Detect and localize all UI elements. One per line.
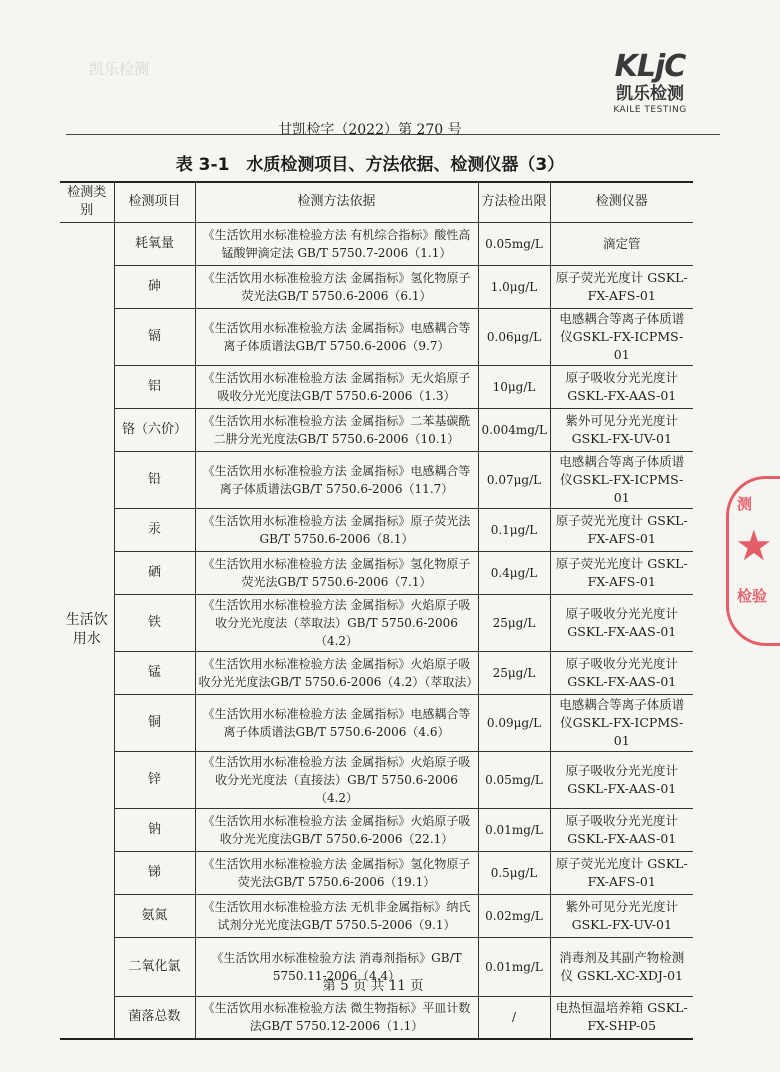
header-method: 检测方法依据 xyxy=(195,182,478,222)
table-row xyxy=(60,551,693,594)
table-header-row xyxy=(60,182,693,222)
limit-cell: 0.01mg/L xyxy=(478,937,550,996)
table-row xyxy=(60,651,693,694)
table-row xyxy=(60,222,693,265)
stamp-text-bottom: 检验 xyxy=(737,587,768,605)
instrument-cell: 电感耦合等离子体质谱仪GSKL-FX-ICPMS-01 xyxy=(550,308,693,365)
instrument-cell: 原子吸收分光光度计 GSKL-FX-AAS-01 xyxy=(550,365,693,408)
table-row xyxy=(60,508,693,551)
method-cell: 《生活饮用水标准检验方法 金属指标》氢化物原子荧光法GB/T 5750.6-2006（19.1） xyxy=(195,851,478,894)
method-cell: 《生活饮用水标准检验方法 有机综合指标》酸性高锰酸钾滴定法 GB/T 5750.7-2006（1.1） xyxy=(195,222,478,265)
table-row xyxy=(60,451,693,508)
table-row xyxy=(60,694,693,751)
method-cell: 《生活饮用水标准检验方法 金属指标》电感耦合等离子体质谱法GB/T 5750.6-2006（4.6） xyxy=(195,694,478,751)
item-cell: 铝 xyxy=(114,365,195,408)
report-number: 甘凯检字（2022）第 270 号 xyxy=(278,122,462,138)
item-cell: 钠 xyxy=(114,808,195,851)
logo-mark: KLjC xyxy=(614,49,686,84)
table-row xyxy=(60,594,693,651)
header-limit: 方法检出限 xyxy=(478,182,550,222)
star-icon: ★ xyxy=(735,521,773,570)
method-cell: 《生活饮用水标准检验方法 金属指标》火焰原子吸收分光光度法（直接法）GB/T 5750.6-2006（4.2） xyxy=(195,751,478,808)
limit-cell: 0.05mg/L xyxy=(478,751,550,808)
limit-cell: 0.5μg/L xyxy=(478,851,550,894)
header-divider xyxy=(66,134,720,135)
company-logo xyxy=(604,49,696,116)
method-cell: 《生活饮用水标准检验方法 金属指标》二苯基碳酰二肼分光光度法GB/T 5750.6-2006（10.1） xyxy=(195,408,478,451)
category-cell: 生活饮用水 xyxy=(60,222,114,1039)
limit-cell: 0.004mg/L xyxy=(478,408,550,451)
red-seal-stamp xyxy=(726,476,780,646)
instrument-cell: 原子吸收分光光度计 GSKL-FX-AAS-01 xyxy=(550,751,693,808)
logo-english-name: KAILE TESTING xyxy=(613,105,687,115)
method-cell: 《生活饮用水标准检验方法 金属指标》火焰原子吸收分光光度法（萃取法）GB/T 5750.6-2006（4.2） xyxy=(195,594,478,651)
limit-cell: 10μg/L xyxy=(478,365,550,408)
limit-cell: 0.09μg/L xyxy=(478,694,550,751)
item-cell: 菌落总数 xyxy=(114,996,195,1039)
header-category: 检测类别 xyxy=(60,182,114,222)
item-cell: 铬（六价） xyxy=(114,408,195,451)
method-cell: 《生活饮用水标准检验方法 金属指标》电感耦合等离子体质谱法GB/T 5750.6-2006（9.7） xyxy=(195,308,478,365)
table-row xyxy=(60,265,693,308)
limit-cell: 0.02mg/L xyxy=(478,894,550,937)
method-cell: 《生活饮用水标准检验方法 金属指标》氢化物原子荧光法GB/T 5750.6-2006（6.1） xyxy=(195,265,478,308)
method-cell: 《生活饮用水标准检验方法 微生物指标》平皿计数法GB/T 5750.12-2006（1.1） xyxy=(195,996,478,1039)
item-cell: 锌 xyxy=(114,751,195,808)
table-row xyxy=(60,365,693,408)
stamp-text-top: 测 xyxy=(737,495,753,513)
table-row xyxy=(60,808,693,851)
limit-cell: 0.07μg/L xyxy=(478,451,550,508)
item-cell: 氨氮 xyxy=(114,894,195,937)
limit-cell: 0.1μg/L xyxy=(478,508,550,551)
limit-cell: 0.06μg/L xyxy=(478,308,550,365)
item-cell: 硒 xyxy=(114,551,195,594)
method-cell: 《生活饮用水标准检验方法 消毒剂指标》GB/T 5750.11-2006（4.4） xyxy=(195,937,478,996)
limit-cell: 0.4μg/L xyxy=(478,551,550,594)
method-cell: 《生活饮用水标准检验方法 金属指标》无火焰原子吸收分光光度法GB/T 5750.6-2006（1.3） xyxy=(195,365,478,408)
instrument-cell: 原子荧光光度计 GSKL-FX-AFS-01 xyxy=(550,265,693,308)
method-cell: 《生活饮用水标准检验方法 金属指标》原子荧光法GB/T 5750.6-2006（8.1） xyxy=(195,508,478,551)
limit-cell: / xyxy=(478,996,550,1039)
instrument-cell: 原子吸收分光光度计 GSKL-FX-AAS-01 xyxy=(550,651,693,694)
limit-cell: 1.0μg/L xyxy=(478,265,550,308)
table-row xyxy=(60,996,693,1039)
table-row xyxy=(60,308,693,365)
method-cell: 《生活饮用水标准检验方法 无机非金属指标》纳氏试剂分光光度法GB/T 5750.5-2006（9.1） xyxy=(195,894,478,937)
limit-cell: 25μg/L xyxy=(478,651,550,694)
instrument-cell: 原子吸收分光光度计 GSKL-FX-AAS-01 xyxy=(550,594,693,651)
instrument-cell: 消毒剂及其副产物检测仪 GSKL-XC-XDJ-01 xyxy=(550,937,693,996)
limit-cell: 0.01mg/L xyxy=(478,808,550,851)
table-row xyxy=(60,408,693,451)
header-item: 检测项目 xyxy=(114,182,195,222)
method-table xyxy=(60,181,693,1040)
item-cell: 砷 xyxy=(114,265,195,308)
item-cell: 铁 xyxy=(114,594,195,651)
table-row xyxy=(60,894,693,937)
faded-watermark: 凯乐检测 xyxy=(88,60,149,78)
item-cell: 二氧化氯 xyxy=(114,937,195,996)
instrument-cell: 原子荧光光度计 GSKL-FX-AFS-01 xyxy=(550,851,693,894)
limit-cell: 0.05mg/L xyxy=(478,222,550,265)
limit-cell: 25μg/L xyxy=(478,594,550,651)
method-cell: 《生活饮用水标准检验方法 金属指标》氢化物原子荧光法GB/T 5750.6-2006（7.1） xyxy=(195,551,478,594)
item-cell: 耗氧量 xyxy=(114,222,195,265)
logo-chinese-name: 凯乐检测 xyxy=(616,84,684,104)
header-instrument: 检测仪器 xyxy=(550,182,693,222)
item-cell: 锑 xyxy=(114,851,195,894)
instrument-cell: 原子吸收分光光度计 GSKL-FX-AAS-01 xyxy=(550,808,693,851)
instrument-cell: 原子荧光光度计 GSKL-FX-AFS-01 xyxy=(550,508,693,551)
item-cell: 汞 xyxy=(114,508,195,551)
instrument-cell: 电感耦合等离子体质谱仪GSKL-FX-ICPMS-01 xyxy=(550,694,693,751)
table-row xyxy=(60,751,693,808)
item-cell: 锰 xyxy=(114,651,195,694)
table-row xyxy=(60,851,693,894)
method-cell: 《生活饮用水标准检验方法 金属指标》火焰原子吸收分光光度法GB/T 5750.6-2006（4.2）（萃取法） xyxy=(195,651,478,694)
instrument-cell: 紫外可见分光光度计 GSKL-FX-UV-01 xyxy=(550,894,693,937)
table-title: 表 3-1 水质检测项目、方法依据、检测仪器（3） xyxy=(175,155,565,175)
page-footer: 第 5 页 共 11 页 xyxy=(322,978,424,994)
item-cell: 铜 xyxy=(114,694,195,751)
instrument-cell: 电热恒温培养箱 GSKL-FX-SHP-05 xyxy=(550,996,693,1039)
item-cell: 铅 xyxy=(114,451,195,508)
instrument-cell: 原子荧光光度计 GSKL-FX-AFS-01 xyxy=(550,551,693,594)
item-cell: 镉 xyxy=(114,308,195,365)
instrument-cell: 电感耦合等离子体质谱仪GSKL-FX-ICPMS-01 xyxy=(550,451,693,508)
method-cell: 《生活饮用水标准检验方法 金属指标》火焰原子吸收分光光度法GB/T 5750.6-2006（22.1） xyxy=(195,808,478,851)
method-cell: 《生活饮用水标准检验方法 金属指标》电感耦合等离子体质谱法GB/T 5750.6-2006（11.7） xyxy=(195,451,478,508)
instrument-cell: 滴定管 xyxy=(550,222,693,265)
instrument-cell: 紫外可见分光光度计 GSKL-FX-UV-01 xyxy=(550,408,693,451)
